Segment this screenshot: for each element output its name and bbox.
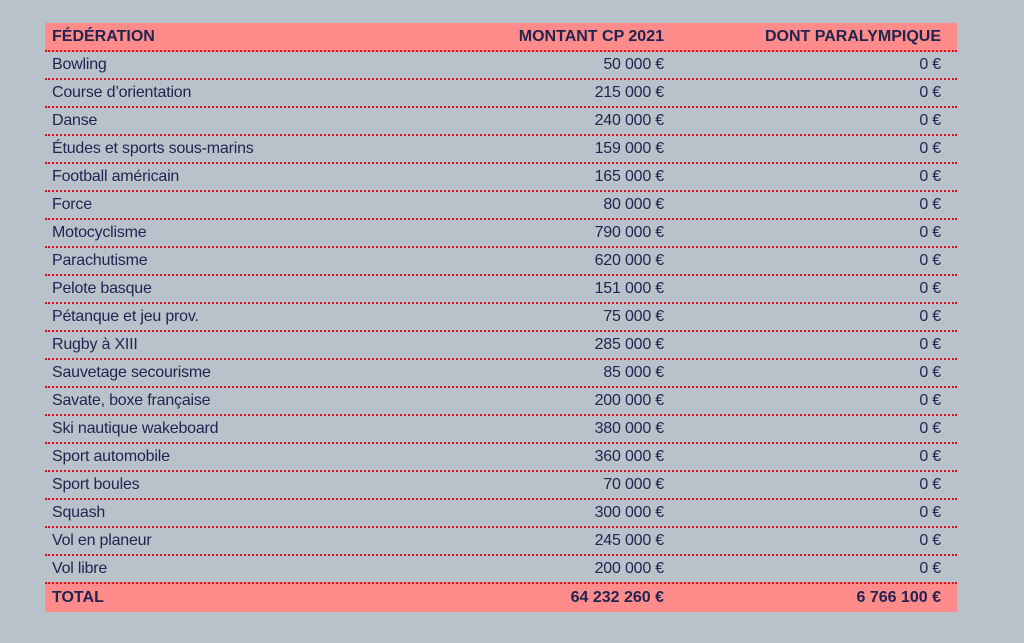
table-row [45, 556, 957, 584]
table-row [45, 248, 957, 276]
table-row [45, 52, 957, 80]
paralympic-cell: 0 € [919, 532, 941, 549]
paralympic-cell: 0 € [919, 168, 941, 185]
amount-cell: 620 000 € [594, 252, 664, 269]
table-header-row [45, 23, 957, 52]
table-row [45, 416, 957, 444]
table-row [45, 304, 957, 332]
header-paralympic: DONT PARALYMPIQUE [764, 28, 941, 45]
table-total-row [45, 582, 957, 612]
table-row [45, 192, 957, 220]
amount-cell: 50 000 € [603, 56, 664, 73]
federation-cell: Pelote basque [52, 280, 152, 297]
amount-cell: 70 000 € [603, 476, 664, 493]
federation-cell: Études et sports sous-marins [52, 140, 254, 157]
table-row [45, 332, 957, 360]
federation-cell: Rugby à XIII [52, 336, 138, 353]
paralympic-cell: 0 € [919, 364, 941, 381]
table-row [45, 500, 957, 528]
total-label: TOTAL [52, 589, 104, 606]
table-row [45, 528, 957, 556]
amount-cell: 80 000 € [603, 196, 664, 213]
amount-cell: 240 000 € [594, 112, 664, 129]
federation-cell: Danse [52, 112, 98, 129]
table-row [45, 472, 957, 500]
federation-funding-table [45, 23, 957, 612]
paralympic-cell: 0 € [919, 560, 941, 577]
paralympic-cell: 0 € [919, 84, 941, 101]
paralympic-cell: 0 € [919, 224, 941, 241]
amount-cell: 300 000 € [594, 504, 664, 521]
federation-cell: Sport boules [52, 476, 140, 493]
amount-cell: 159 000 € [594, 140, 664, 157]
federation-cell: Motocyclisme [52, 224, 147, 241]
federation-cell: Vol libre [52, 560, 108, 577]
amount-cell: 790 000 € [594, 224, 664, 241]
amount-cell: 360 000 € [594, 448, 664, 465]
paralympic-cell: 0 € [919, 392, 941, 409]
paralympic-cell: 0 € [919, 336, 941, 353]
table-row [45, 164, 957, 192]
federation-cell: Squash [52, 504, 106, 521]
amount-cell: 75 000 € [603, 308, 664, 325]
total-amount: 64 232 260 € [570, 589, 664, 606]
amount-cell: 151 000 € [594, 280, 664, 297]
header-amount: MONTANT CP 2021 [518, 28, 664, 45]
federation-cell: Vol en planeur [52, 532, 152, 549]
amount-cell: 380 000 € [594, 420, 664, 437]
federation-cell: Sauvetage secourisme [52, 364, 211, 381]
table-row [45, 80, 957, 108]
federation-cell: Ski nautique wakeboard [52, 420, 219, 437]
paralympic-cell: 0 € [919, 448, 941, 465]
federation-cell: Sport automobile [52, 448, 170, 465]
paralympic-cell: 0 € [919, 252, 941, 269]
paralympic-cell: 0 € [919, 420, 941, 437]
amount-cell: 245 000 € [594, 532, 664, 549]
table-row [45, 276, 957, 304]
federation-cell: Course d’orientation [52, 84, 192, 101]
paralympic-cell: 0 € [919, 476, 941, 493]
total-paralympic: 6 766 100 € [856, 589, 941, 606]
amount-cell: 200 000 € [594, 392, 664, 409]
table-row [45, 220, 957, 248]
table-row [45, 444, 957, 472]
paralympic-cell: 0 € [919, 196, 941, 213]
amount-cell: 85 000 € [603, 364, 664, 381]
federation-cell: Pétanque et jeu prov. [52, 308, 199, 325]
paralympic-cell: 0 € [919, 140, 941, 157]
federation-cell: Bowling [52, 56, 107, 73]
federation-cell: Force [52, 196, 92, 213]
table-row [45, 108, 957, 136]
federation-cell: Parachutisme [52, 252, 148, 269]
amount-cell: 165 000 € [594, 168, 664, 185]
paralympic-cell: 0 € [919, 112, 941, 129]
federation-cell: Football américain [52, 168, 180, 185]
amount-cell: 215 000 € [594, 84, 664, 101]
amount-cell: 285 000 € [594, 336, 664, 353]
header-federation: FÉDÉRATION [52, 28, 155, 45]
paralympic-cell: 0 € [919, 504, 941, 521]
federation-cell: Savate, boxe française [52, 392, 211, 409]
table-row [45, 360, 957, 388]
table-row [45, 136, 957, 164]
paralympic-cell: 0 € [919, 56, 941, 73]
amount-cell: 200 000 € [594, 560, 664, 577]
paralympic-cell: 0 € [919, 280, 941, 297]
paralympic-cell: 0 € [919, 308, 941, 325]
table-row [45, 388, 957, 416]
